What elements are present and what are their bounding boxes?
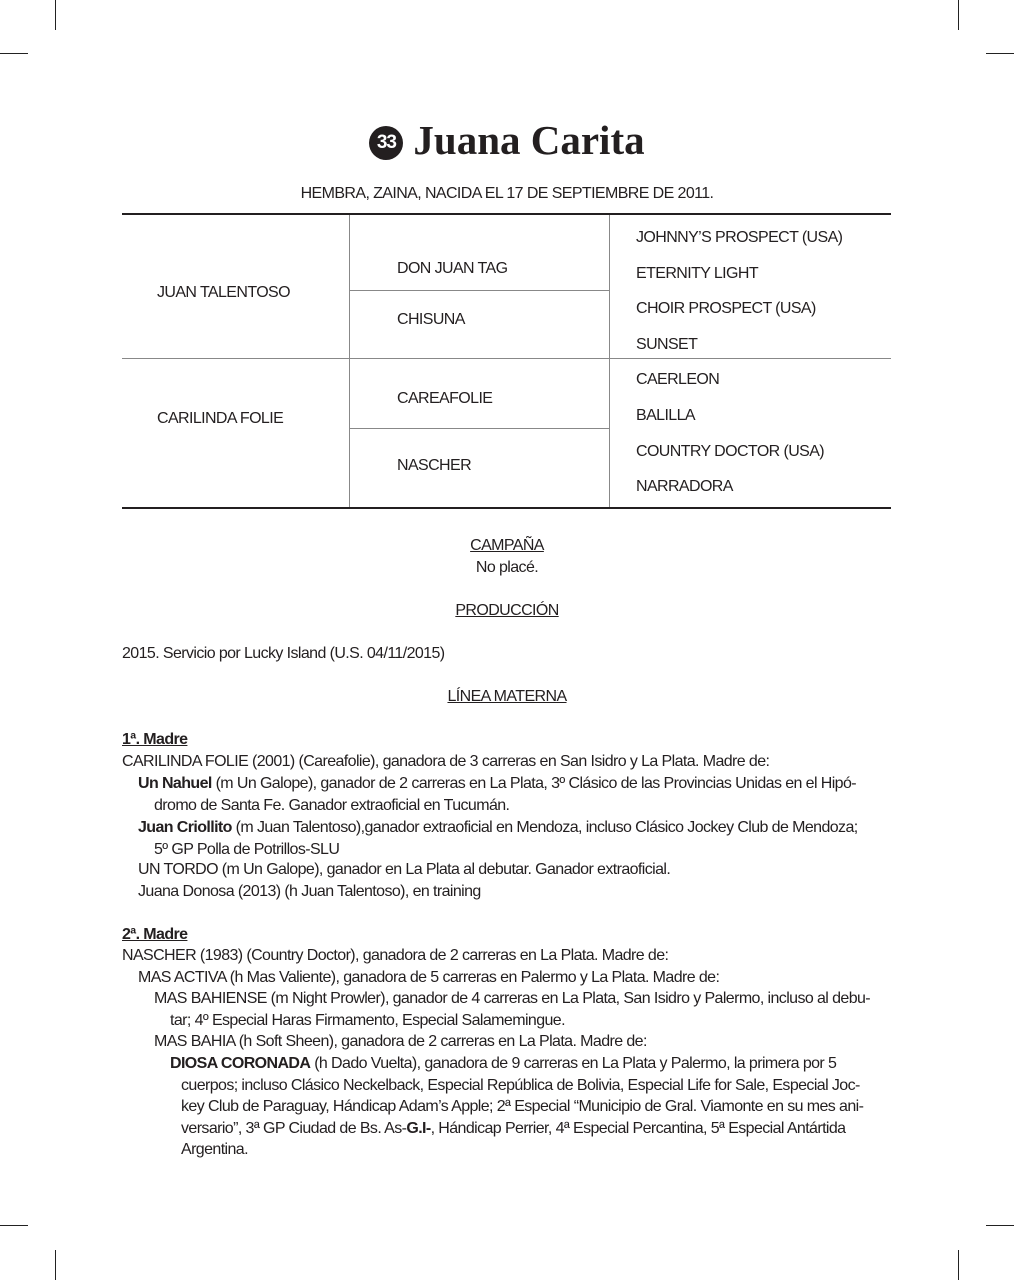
offspring-name: Juan Criollito [138,819,232,836]
campana-text: No placé. [475,559,539,576]
offspring-name: Un Nahuel [138,775,212,792]
page-title [0,116,1014,164]
madre1-heading: 1ª. Madre [122,731,188,748]
offspring-detail: (m Un Galope), ganador de 2 carreras en La Plata, 3º Clásico de las Provincias Unidas en el Hipó- [211,775,857,792]
madre2-line: MAS BAHIA (h Soft Sheen), ganadora de 2 carreras en La Plata. Madre de: [154,1033,647,1050]
ancestor-gen3: CHOIR PROSPECT (USA) [636,300,816,317]
sire-sire: DON JUAN TAG [397,260,508,277]
lot-number-badge: 33 [369,126,403,160]
crop-mark [958,1250,959,1280]
madre2-heading: 2ª. Madre [122,926,188,943]
ancestor-gen3: NARRADORA [636,478,733,495]
dam-sire: CAREAFOLIE [397,390,493,407]
ancestor-gen3: BALILLA [636,407,695,424]
dam: CARILINDA FOLIE [157,410,284,427]
offspring-detail: (h Dado Vuelta), ganadora de 9 carreras en La Plata y Palermo, la primera por 5 [310,1055,837,1072]
campana-heading: CAMPAÑA [470,537,544,554]
crop-mark [986,1225,1014,1226]
crop-mark [55,1250,56,1280]
ancestor-gen3: CAERLEON [636,371,720,388]
madre2-line: cuerpos; incluso Clásico Neckelback, Especial República de Bolivia, Especial Life for Sale, Especial Joc- [181,1077,860,1094]
ancestor-gen3: SUNSET [636,336,698,353]
horse-description: HEMBRA, ZAINA, NACIDA EL 17 DE SEPTIEMBRE DE 2011. [300,185,714,202]
ancestor-gen3: ETERNITY LIGHT [636,265,758,282]
madre1-line [138,773,856,795]
ancestor-gen3: JOHNNY’S PROSPECT (USA) [636,229,843,246]
madre2-line: NASCHER (1983) (Country Doctor), ganadora de 2 carreras en La Plata. Madre de: [122,947,669,964]
madre1-line [138,817,858,839]
crop-mark [0,1225,28,1226]
horse-name: Juana Carita [413,117,645,163]
sire-dam: CHISUNA [397,311,465,328]
madre2-line: tar; 4º Especial Haras Firmamento, Especial Salamemingue. [170,1012,565,1029]
madre2-line [170,1053,836,1075]
madre2-line [181,1118,845,1140]
text-segment: versario”, 3ª GP Ciudad de Bs. As- [181,1120,407,1137]
madre1-line: 5º GP Polla de Potrillos-SLU [154,841,340,858]
dam-dam: NASCHER [397,457,472,474]
madre1-line: UN TORDO (m Un Galope), ganador en La Plata al debutar. Ganador extraoficial. [138,861,671,878]
text-segment: , Hándicap Perrier, 4ª Especial Percantina, 5ª Especial Antártida [430,1120,846,1137]
ancestor-gen3: COUNTRY DOCTOR (USA) [636,443,825,460]
madre2-line: MAS ACTIVA (h Mas Valiente), ganadora de 5 carreras en Palermo y La Plata. Madre de: [138,969,720,986]
offspring-detail: (m Juan Talentoso),ganador extraoficial en Mendoza, incluso Clásico Jockey Club de Mendoza; [231,819,858,836]
madre1-line: CARILINDA FOLIE (2001) (Careafolie), ganadora de 3 carreras en San Isidro y La Plata. Madre de: [122,753,770,770]
madre2-line: key Club de Paraguay, Hándicap Adam’s Apple; 2ª Especial “Municipio de Gral. Viamonte en su mes ani- [181,1098,864,1115]
produccion-text: 2015. Servicio por Lucky Island (U.S. 04/11/2015) [122,645,445,662]
crop-mark [986,53,1014,54]
sire: JUAN TALENTOSO [157,284,290,301]
offspring-name: DIOSA CORONADA [170,1055,311,1072]
produccion-heading: PRODUCCIÓN [455,602,559,619]
linea-materna-heading: LÍNEA MATERNA [447,688,567,705]
crop-mark [0,53,28,54]
crop-mark [958,0,959,30]
crop-mark [55,0,56,30]
madre2-line: MAS BAHIENSE (m Night Prowler), ganador de 4 carreras en La Plata, San Isidro y Palermo, incluso al debu- [154,990,871,1007]
madre1-line: dromo de Santa Fe. Ganador extraoficial en Tucumán. [154,797,510,814]
madre2-line: Argentina. [181,1141,248,1158]
madre1-line: Juana Donosa (2013) (h Juan Talentoso), en training [138,883,481,900]
grade-label: G.I- [406,1120,431,1137]
